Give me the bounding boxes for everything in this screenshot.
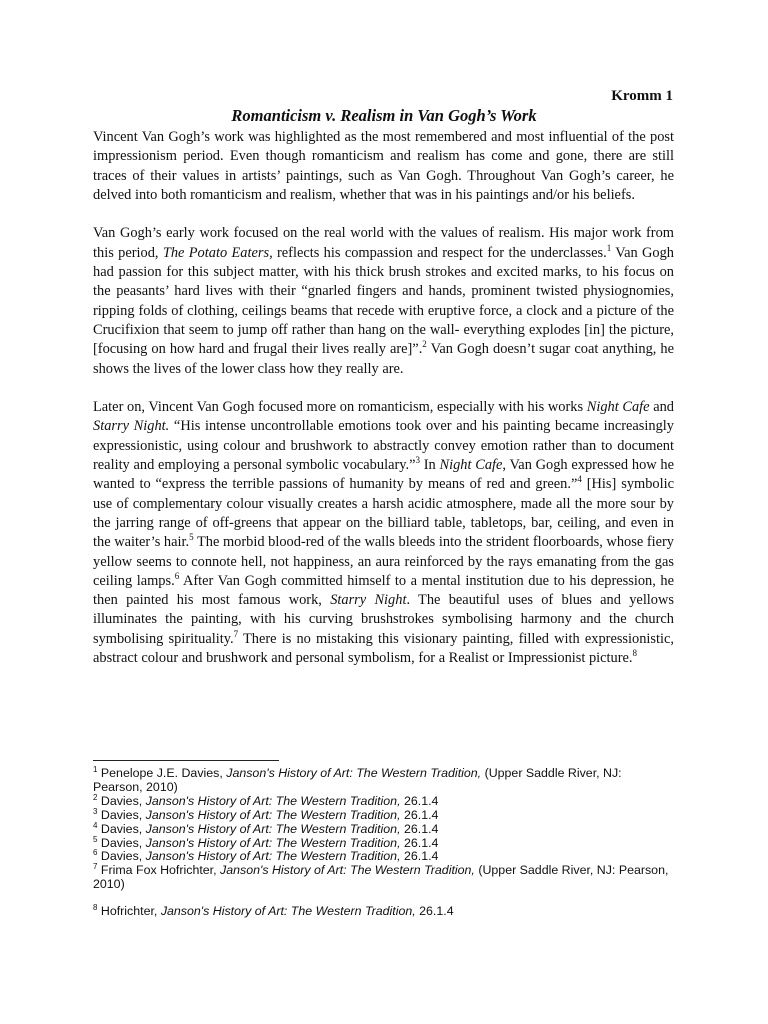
text-run: The morbid blood-red of the walls bleeds into the strident floorboards, whose fiery yellow seems to connote hell, not happiness, an aura reinforced by the rays emanating from the gas ceiling lamps.: [93, 534, 674, 589]
text-run: Van Gogh doesn’t sugar coat anything, he shows the lives of the lower class how they really are.: [93, 341, 674, 377]
text-run: (Upper Saddle River, NJ: Pearson, 2010): [93, 766, 622, 794]
text-run: , Van Gogh expressed how he wanted to “express the terrible passions of humanity by means of red and green.”: [93, 457, 674, 493]
text-run: Later on, Vincent Van Gogh focused more on romanticism, especially with his works: [93, 399, 587, 416]
text-run: There is no mistaking this visionary painting, filled with expressionistic, abstract colour and brushwork and personal symbolism, for a Realist or Impressionist picture.: [93, 630, 674, 667]
text-run: Davies,: [97, 807, 146, 822]
footnote-ref: 4: [93, 820, 98, 830]
italic-title: Starry Night: [330, 592, 407, 609]
footnote-ref: 7: [93, 862, 98, 872]
footnote-ref: 6: [174, 571, 180, 582]
footnote-8: [93, 905, 674, 919]
footnote-2: [93, 792, 674, 809]
text-run: 26.1.4: [415, 904, 454, 919]
text-run: 26.1.4: [400, 835, 439, 850]
text-run: . The beautiful uses of blues and yellows illuminates the painting, with his curving brushstrokes symbolising harmony and the church symbolising spirituality.: [93, 592, 674, 647]
footnote-ref: 2: [422, 339, 427, 350]
text-run: Davies,: [97, 835, 146, 850]
footnote-3: [93, 806, 674, 823]
italic-title: Janson's History of Art: The Western Tradition,: [145, 821, 401, 836]
text-run: , reflects his compassion and respect for the underclasses.: [269, 244, 607, 261]
footnote-separator: [93, 760, 279, 761]
italic-title: Janson's History of Art: The Western Tradition,: [220, 863, 475, 878]
text-run: Van Gogh’s early work focused on the real world with the values of realism. His major work from this period,: [93, 225, 674, 261]
italic-title: Starry Night.: [93, 418, 170, 435]
text-run: and: [649, 399, 674, 416]
page-header-label: Kromm 1: [611, 88, 673, 104]
text-run: [His] symbolic use of complementary colour visually creates a harsh acidic atmosphere, made all the more sour by the jarring range of off-greens that appear on the billiard table, tabletops, bar, ceiling, and even in the waiter’s hair.: [93, 476, 674, 551]
text-run: In: [420, 457, 440, 474]
italic-title: Night Cafe: [586, 399, 650, 416]
footnote-7: [93, 864, 674, 892]
text-run: (Upper Saddle River, NJ: Pearson, 2010): [93, 863, 669, 892]
footnote-ref: 1: [93, 764, 98, 774]
text-run: 26.1.4: [400, 807, 439, 822]
text-run: 26.1.4: [400, 849, 439, 864]
text-run: Davies,: [97, 849, 146, 864]
paragraph-1: [93, 128, 674, 205]
essay-title: Romanticism v. Realism in Van Gogh’s Work: [231, 106, 537, 125]
footnote-ref: 6: [93, 848, 98, 858]
footnote-ref: 3: [93, 806, 98, 816]
footnotes: [93, 764, 674, 919]
footnote-ref: 4: [577, 474, 582, 485]
text-run: Davies,: [97, 821, 146, 836]
italic-title: Janson's History of Art: The Western Tradition,: [145, 807, 401, 822]
italic-title: Janson's History of Art: The Western Tradition,: [160, 904, 416, 919]
text-run: Penelope J.E. Davies,: [97, 766, 227, 780]
footnote-1: [93, 764, 674, 795]
paragraph-2: [93, 224, 674, 378]
footnote-ref: 5: [189, 532, 194, 543]
italic-title: Janson's History of Art: The Western Tradition,: [145, 835, 401, 850]
footnote-ref: 7: [233, 628, 239, 639]
text-run: “His intense uncontrollable emotions took over and his painting became increasingly expressionistic, using colour and brushwork to abstractly convey emotion rather than to document reality and employing a personal symbolic vocabulary.”: [93, 418, 674, 474]
footnote-ref: 2: [93, 792, 98, 802]
paragraph-3: [93, 398, 674, 668]
footnote-ref: 8: [632, 648, 638, 659]
italic-title: Janson's History of Art: The Western Tradition,: [145, 793, 401, 808]
footnote-ref: 1: [606, 242, 612, 253]
italic-title: Janson's History of Art: The Western Tradition,: [145, 849, 401, 864]
footnote-ref: 5: [93, 834, 98, 844]
italic-title: Night Cafe: [439, 457, 503, 474]
text-run: 26.1.4: [400, 793, 439, 808]
text-run: Frima Fox Hofrichter,: [97, 863, 221, 878]
footnote-ref: 8: [93, 903, 98, 913]
text-run: Davies,: [97, 793, 146, 808]
footnote-ref: 3: [415, 455, 420, 466]
text-run: Vincent Van Gogh’s work was highlighted as the most remembered and most influential of the post impressionism period. Even though romanticism and realism has come and gone, there are still traces of their values in artists’ paintings, such as Van Gogh. Throughout Van Gogh’s career, he delved into both romanticism and realism, whether that was in his paintings and/or his beliefs.: [93, 129, 674, 203]
essay-body: [93, 128, 674, 688]
footnote-4: [93, 820, 674, 837]
text-run: 26.1.4: [400, 821, 439, 836]
text-run: Hofrichter,: [97, 904, 161, 919]
italic-title: Janson's History of Art: The Western Tradition,: [226, 766, 482, 780]
text-run: After Van Gogh committed himself to a mental institution due to his depression, he then painted his most famous work,: [93, 572, 674, 609]
italic-title: The Potato Eaters: [162, 244, 270, 261]
text-run: Van Gogh had passion for this subject matter, with his thick brush strokes and excited marks, to his focus on the peasants’ hard lives with their “gnarled fingers and hands, prominent twisted physiognomies, ripping folds of clothing, ceilings beams that recede with eruptive force, a clock and a picture of the Crucifixion that seem to jump off rather than hang on the wall- everything explodes [in] the picture, [focusing on how hard and frugal their lives really are]”.: [93, 244, 674, 358]
